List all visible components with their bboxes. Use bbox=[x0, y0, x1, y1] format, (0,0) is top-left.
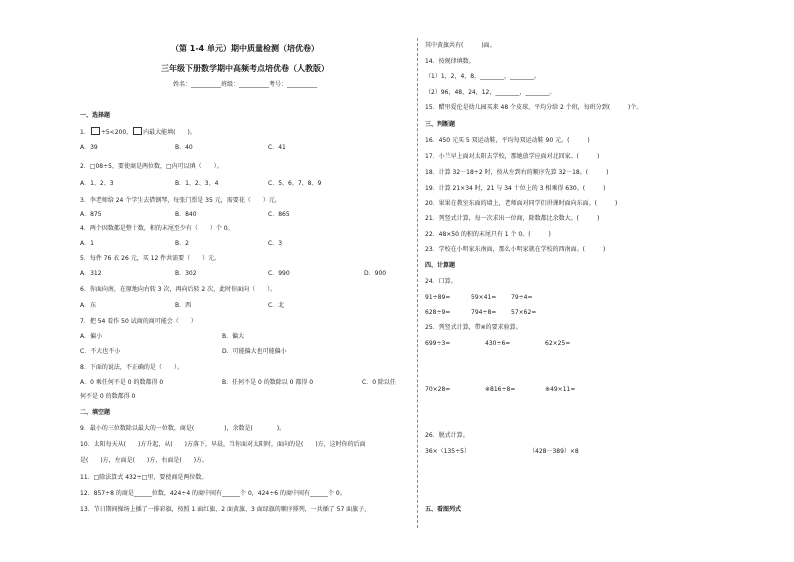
q5-option-b: B．302 bbox=[175, 270, 197, 277]
q8-option-c-continued: 何不是 0 的数都得 0 bbox=[80, 393, 136, 400]
vertical-calc-item: 699÷3= bbox=[425, 340, 451, 347]
q4-option-a: A．1 bbox=[80, 240, 94, 247]
question-11: 11．□除法算式 432÷□里，要使商是两位数。 bbox=[80, 474, 208, 481]
question-1 bbox=[80, 127, 196, 137]
q4-option-b: B．2 bbox=[175, 240, 189, 247]
q7-option-b: B．偏大 bbox=[222, 333, 245, 340]
q1-number: 1． bbox=[80, 129, 90, 136]
oral-calc-item: 91÷89= bbox=[425, 294, 451, 301]
question-9: 9．最小的三位数除以最大的一位数，商是( )，余数是( )。 bbox=[80, 425, 286, 432]
blank-box-icon bbox=[91, 127, 100, 135]
question-18: 18．计算 32－18÷2 时，按从左到右的顺序先算 32－18。( ) bbox=[425, 169, 609, 176]
q7-option-a: A．偏小 bbox=[80, 333, 103, 340]
question-10-line-2: 是( )方，左面是( )方，右面是( )方。 bbox=[80, 457, 209, 464]
question-14: 14．按规律填数。 bbox=[425, 58, 475, 65]
q1-option-b: B．40 bbox=[175, 144, 193, 151]
question-24: 24．口算。 bbox=[425, 278, 457, 285]
question-10-line-1: 10．太阳每天从( )方升起，从( )方落下，早晨，当你面对太阳时，面向的是( )方，这时你的后面 bbox=[80, 441, 366, 448]
blank-box-icon bbox=[133, 127, 142, 135]
question-19: 19．计算 21×34 时，21 与 34 十位上的 3 相乘得 630。( ) bbox=[425, 185, 606, 192]
question-4: 4．两个因数都是整十数，积的末尾至少有（ ）个 0。 bbox=[80, 225, 234, 232]
mixed-calc-item: 36×（135÷5） bbox=[425, 448, 470, 455]
question-26: 26．脱式计算。 bbox=[425, 432, 469, 439]
oral-calc-item: 57×62= bbox=[511, 309, 537, 316]
question-17: 17．小兰早上面对太阳去学校，那她放学应面对北回家。( ) bbox=[425, 153, 600, 160]
exam-subtitle: 三年级下册数学期中高频考点培优卷（人教版） bbox=[161, 64, 329, 73]
question-13: 13．节日期间操场上插了一排彩旗，按照 1 面红旗、2 面黄旗、3 面绿旗的顺序排列，一共插了 57 面旗子， bbox=[80, 506, 371, 513]
q7-option-d: D．可能偏大也可能偏小 bbox=[222, 348, 287, 355]
q3-option-a: A．875 bbox=[80, 211, 102, 218]
q6-option-b: B．西 bbox=[175, 302, 192, 309]
oral-calc-item: 628÷9= bbox=[425, 309, 451, 316]
section-choice: 一、选择题 bbox=[80, 112, 111, 119]
q1-part1: ÷5<200， bbox=[100, 129, 133, 136]
section-picture-problem: 五、看图列式 bbox=[425, 506, 462, 513]
oral-calc-item: 59×41= bbox=[471, 294, 497, 301]
question-23: 23．学校在小明家东南面，那么小明家就在学校的西南面。( ) bbox=[425, 246, 606, 253]
exam-title: （第 1-4 单元）期中质量检测（培优卷） bbox=[170, 44, 320, 53]
vertical-calc-item: ※49×11= bbox=[545, 386, 576, 393]
question-6: 6．你面向南，在原地向右转 3 次，再向后转 2 次，此时你面向（ ）。 bbox=[80, 286, 277, 293]
q5-option-d: D．900 bbox=[364, 270, 387, 277]
q3-option-b: B．840 bbox=[175, 211, 197, 218]
question-3: 3．李老师给 24 个学生去借钢琴，每张门票是 35 元，需要花（ ）元。 bbox=[80, 197, 281, 204]
student-info-line: 姓名：__________班级：__________考号：__________ bbox=[172, 81, 317, 88]
question-12: 12．857÷8 的商是______位数，424÷4 的商中间有______个 0，424÷6 的商中间有______个 0。 bbox=[80, 490, 346, 497]
q1-option-c: C．41 bbox=[268, 144, 286, 151]
question-7: 7．把 54 看作 50 试商的商可能会（ ） bbox=[80, 318, 197, 325]
mixed-calc-item: （428－389）×8 bbox=[529, 448, 579, 455]
q8-option-a: A．0 乘任何不是 0 的数都得 0 bbox=[80, 379, 164, 386]
section-calculation: 四、计算题 bbox=[425, 262, 456, 269]
oral-calc-item: 794÷8= bbox=[471, 309, 497, 316]
question-14-part-2: （2）96，48，24，12，________，________。 bbox=[425, 89, 556, 96]
q6-option-a: A．东 bbox=[80, 302, 97, 309]
question-22: 22．48×50 的积的末尾只有 1 个 0。( ) bbox=[425, 231, 551, 238]
question-5: 5．每件 76 衣 26 元，买 12 件共需要（ ）元。 bbox=[80, 255, 221, 262]
question-2: 2．□08÷5，要使商是两位数，□内可以填（ ）。 bbox=[80, 163, 223, 170]
vertical-calc-item: 62×25= bbox=[545, 340, 571, 347]
q5-option-a: A．312 bbox=[80, 270, 102, 277]
q4-option-c: C．3 bbox=[268, 240, 283, 247]
q7-option-c: C．不大也不小 bbox=[80, 348, 121, 355]
q8-option-c: C．0 除以任 bbox=[362, 379, 396, 386]
section-fill-blank: 二、填空题 bbox=[80, 409, 111, 416]
question-20: 20．果果在教室东面的墙上，老师面对同学们讲课时面向东面。( ) bbox=[425, 200, 618, 207]
question-8: 8．下面的说法，不正确的是（ ）。 bbox=[80, 364, 183, 371]
q3-option-c: C．865 bbox=[268, 211, 290, 218]
question-25: 25．列竖式计算，带※的要求验算。 bbox=[425, 324, 522, 331]
question-21: 21．列竖式计算，每一次求出一位商，除数都比余数大。( ) bbox=[425, 215, 600, 222]
q1-option-a: A．39 bbox=[80, 144, 98, 151]
q2-option-c: C．5、6、7、8、9 bbox=[268, 180, 322, 187]
q6-option-c: C．北 bbox=[268, 302, 285, 309]
oral-calc-item: 79÷4= bbox=[511, 294, 533, 301]
column-divider bbox=[417, 38, 418, 528]
question-16: 16．450 元买 5 双运动鞋，平均每双运动鞋 90 元。( ) bbox=[425, 137, 590, 144]
q8-option-b: B．任何不是 0 的数除以 0 都得 0 bbox=[222, 379, 314, 386]
vertical-calc-item: 430÷6= bbox=[485, 340, 511, 347]
q2-option-b: B．1、2、3、4 bbox=[175, 180, 219, 187]
question-15: 15．醋里爱伦是幼儿园买来 48 个皮球，平均分给 2 个班，每班分到( )个。 bbox=[425, 104, 643, 111]
q1-part2: 内最大能填( )。 bbox=[143, 129, 196, 136]
section-judgement: 三、判断题 bbox=[425, 121, 456, 128]
question-14-part-1: （1）1，2，4，8，________，________。 bbox=[425, 73, 541, 80]
question-13-continued: 其中黄旗共有( )面。 bbox=[425, 42, 496, 49]
q2-option-a: A．1、2、3 bbox=[80, 180, 114, 187]
vertical-calc-item: ※816÷8= bbox=[485, 386, 516, 393]
vertical-calc-item: 70×28= bbox=[425, 386, 451, 393]
q5-option-c: C．990 bbox=[268, 270, 290, 277]
